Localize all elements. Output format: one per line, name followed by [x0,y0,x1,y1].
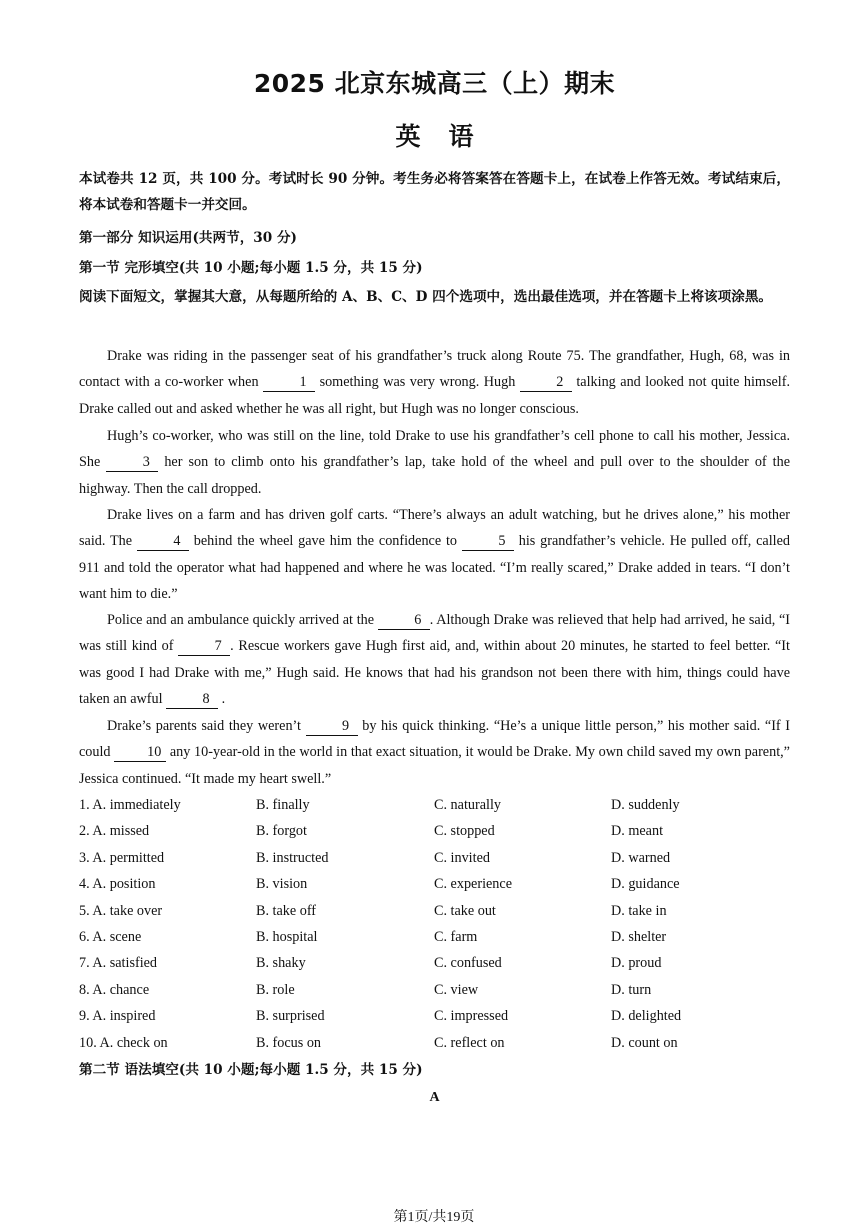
passage-text: her son to climb onto his grandfather’s lap, take hold of the wheel and pull over to the shoulder of the highway. Then the call dropped. [79,454,790,497]
passage-paragraph-2 [79,423,790,502]
option-a: 6. A. scene [79,928,142,945]
blank-5: 5 [462,532,514,551]
option-row-8 [79,977,790,1003]
options-list [79,792,790,1056]
page-number: 第1页/共19页 [393,1210,475,1225]
option-a: 9. A. inspired [79,1008,156,1025]
option-c: C. invited [434,849,490,866]
passage-text: Drake’s parents said they weren’t [107,718,306,734]
passage-paragraph-4 [79,607,790,713]
option-row-1 [79,792,790,818]
blank-3: 3 [106,453,158,472]
option-row-4 [79,871,790,897]
passage-text: something was very wrong. Hugh [315,374,520,391]
option-a: 3. A. permitted [79,849,165,866]
option-a: 5. A. take over [79,902,163,919]
option-a: 4. A. position [79,876,156,893]
option-a: 8. A. chance [79,981,150,998]
option-d: D. count on [611,1034,678,1051]
option-b: B. focus on [256,1034,322,1051]
passage-text: any 10-year-old in the world in that exact situation, it would be Drake. My own child saved my own parent,” Jessica continued. “It made my heart swell.” [79,744,790,787]
exam-title: 2025 北京东城高三（上）期末 [253,69,616,98]
option-d: D. warned [611,849,671,866]
option-b: B. surprised [256,1008,325,1025]
passage-text: Drake lives on a farm and has driven golf carts. “There’s always an adult watching, but he drives alone,” his mother said. The [79,507,790,550]
passage-text: Police and an ambulance quickly arrived at the [107,612,378,628]
blank-8: 8 [166,690,218,709]
option-b: B. instructed [256,849,329,866]
passage-text: talking and looked not quite himself. Drake called out and asked whether he was all right, but Hugh was no longer conscious. [79,374,791,417]
blank-10: 10 [114,743,166,762]
passage-text: his grandfather’s vehicle. He pulled off, called 911 and told the operator what had happened and where he was located. “I’m really scared,” Drake added in tears. “I don’t want him to die.” [79,533,790,603]
option-c: C. view [434,981,479,998]
option-b: B. role [256,981,295,998]
option-c: C. impressed [434,1008,509,1025]
blank-1: 1 [263,373,315,392]
blank-2: 2 [520,373,572,392]
section1-directions: 阅读下面短文，掌握其大意，从每题所给的 A、B、C、D 四个选项中，选出最佳选项，并在答题卡上将该项涂黑。 [79,289,773,305]
part1-heading: 第一部分 知识运用(共两节，30 分) [79,230,297,246]
option-a: 10. A. check on [79,1034,168,1051]
option-d: D. shelter [611,928,667,945]
option-a: 2. A. missed [79,823,150,840]
option-b: B. finally [256,797,310,813]
option-b: B. forgot [256,823,307,840]
option-d: D. turn [611,981,652,998]
passage-text: . Although Drake was relieved that help had arrived, he said, “I was still kind of [79,612,790,655]
passage-text: Drake was riding in the passenger seat of his grandfather’s truck along Route 75. The grandfather, Hugh, 68, was in contact with a co-worker when [79,348,790,391]
option-b: B. take off [256,902,317,919]
passage-paragraph-5 [79,713,790,792]
option-c: C. farm [434,928,478,945]
option-d: D. take in [611,902,667,919]
option-row-6 [79,924,790,950]
option-d: D. delighted [611,1008,682,1025]
option-a: 7. A. satisfied [79,955,158,972]
option-c: C. stopped [434,823,495,840]
section1-heading: 第一节 完形填空(共 10 小题;每小题 1.5 分，共 15 分) [79,260,423,276]
blank-7: 7 [178,637,230,656]
blank-6: 6 [378,611,430,630]
option-c: C. reflect on [434,1034,505,1051]
passage-paragraph-1 [79,343,790,422]
option-c: C. confused [434,955,502,972]
passage-text: Hugh’s co-worker, who was still on the line, told Drake to use his grandfather’s cell phone to call his mother, Jessica. She [79,428,790,471]
option-a: 1. A. immediately [79,797,181,813]
passage-text: by his quick thinking. “He’s a unique little person,” his mother said. “If I could [79,718,790,761]
option-c: C. experience [434,876,512,893]
passage-text: . [218,691,226,708]
option-b: B. shaky [256,955,306,972]
option-d: D. guidance [611,876,680,893]
blank-4: 4 [137,532,189,551]
passage-paragraph-3 [79,502,790,608]
option-row-9 [79,1003,790,1029]
option-c: C. naturally [434,797,501,813]
option-row-5 [79,898,790,924]
option-d: D. meant [611,823,664,840]
option-b: B. vision [256,876,308,893]
option-row-2 [79,818,790,844]
option-d: D. proud [611,955,662,972]
part-a-label: A [429,1090,440,1105]
option-row-3 [79,845,790,871]
exam-intro: 本试卷共 12 页，共 100 分。考试时长 90 分钟。考生务必将答案答在答题卡上，在试卷上作答无效。考试结束后，将本试卷和答题卡一并交回。 [79,171,790,214]
option-row-7 [79,950,790,976]
subject-title: 英语 [395,122,502,151]
blank-9: 9 [306,717,358,736]
passage-text: behind the wheel gave him the confidence to [188,533,462,550]
passage-text: . Rescue workers gave Hugh first aid, and, within about 20 minutes, he started to feel better. “It was good I had Drake with me,” Hugh said. He knows that had his grandson not been there with him, things could have taken an awful [79,638,790,708]
option-b: B. hospital [256,928,318,945]
option-c: C. take out [434,902,496,919]
section2-heading: 第二节 语法填空(共 10 小题;每小题 1.5 分，共 15 分) [79,1062,423,1078]
option-row-10 [79,1030,790,1056]
option-d: D. suddenly [611,797,680,813]
